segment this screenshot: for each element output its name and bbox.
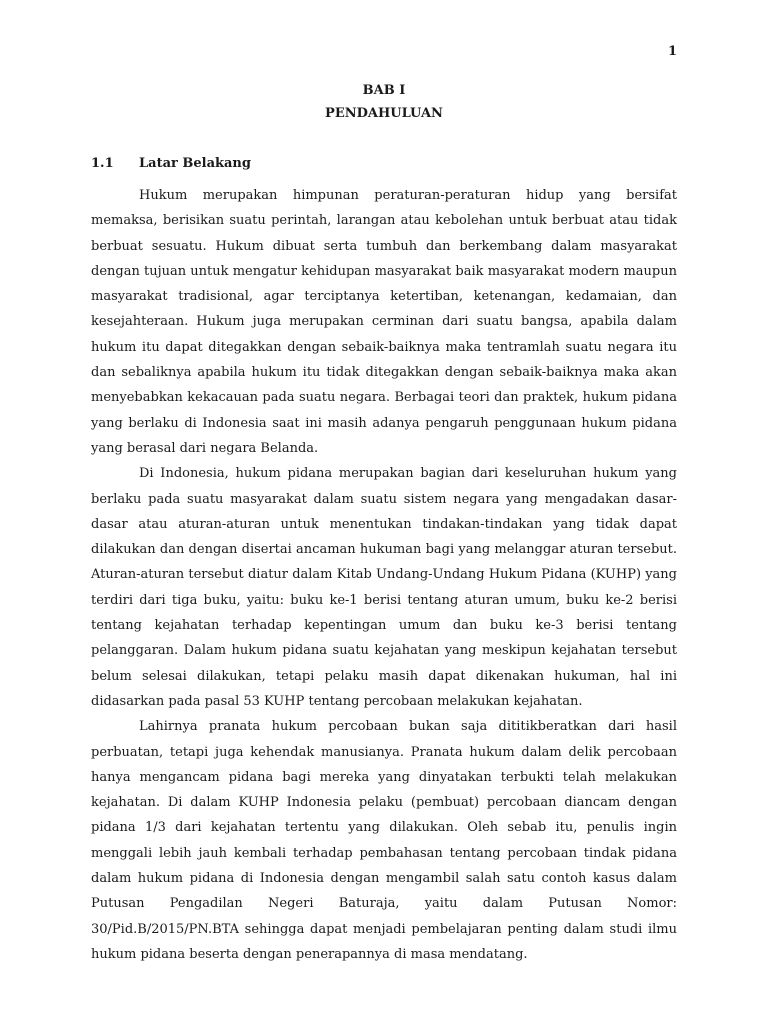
section-heading <box>91 152 251 176</box>
section-number: 1.1 <box>91 156 114 171</box>
page-number: 1 <box>667 44 677 59</box>
paragraph: Di Indonesia, hukum pidana merupakan bagian dari keseluruhan hukum yang berlaku pada suatu masyarakat dalam suatu sistem negara yang mengadakan dasar-dasar atau aturan-aturan untuk menentukan tindakan-tindakan yang tidak dapat dilakukan dan dengan disertai ancaman hukuman bagi yang melanggar aturan tersebut. Aturan-aturan tersebut diatur dalam Kitab Undang-Undang Hukum Pidana (KUHP) yang terdiri dari tiga buku, yaitu: buku ke-1 berisi tentang aturan umum, buku ke-2 berisi tentang kejahatan terhadap kepentingan umum dan buku ke-3 berisi tentang pelanggaran. Dalam hukum pidana suatu kejahatan yang meskipun kejahatan tersebut belum selesai dilakukan, tetapi pelaku masih dapat dikenakan hukuman, hal ini didasarkan pada pasal 53 KUHP tentang percobaan melakukan kejahatan. <box>91 466 677 709</box>
paragraph: Lahirnya pranata hukum percobaan bukan saja dititikberatkan dari hasil perbuatan, tetapi juga kehendak manusianya. Pranata hukum dalam delik percobaan hanya mengancam pidana bagi mereka yang dinyatakan terbukti telah melakukan kejahatan. Di dalam KUHP Indonesia pelaku (pembuat) percobaan diancam dengan pidana 1/3 dari kejahatan tertentu yang dilakukan. Oleh sebab itu, penulis ingin menggali lebih jauh kembali terhadap pembahasan tentang percobaan tindak pidana dalam hukum pidana di Indonesia dengan mengambil salah satu contoh kasus dalam Putusan Pengadilan Negeri Baturaja, yaitu dalam Putusan Nomor: 30/Pid.B/2015/PN.BTA sehingga dapat menjadi pembelajaran penting dalam studi ilmu hukum pidana beserta dengan penerapannya di masa mendatang. <box>91 719 677 962</box>
section-title: Latar Belakang <box>139 156 251 171</box>
chapter-title: PENDAHULUAN <box>325 106 443 121</box>
paragraph: Hukum merupakan himpunan peraturan-peraturan hidup yang bersifat memaksa, berisikan suatu perintah, larangan atau kebolehan untuk berbuat atau tidak berbuat sesuatu. Hukum dibuat serta tumbuh dan berkembang dalam masyarakat dengan tujuan untuk mengatur kehidupan masyarakat baik masyarakat modern maupun masyarakat tradisional, agar terciptanya ketertiban, ketenangan, kedamaian, dan kesejahteraan. Hukum juga merupakan cerminan dari suatu bangsa, apabila dalam hukum itu dapat ditegakkan dengan sebaik-baiknya maka tentramlah suatu negara itu dan sebaliknya apabila hukum itu tidak ditegakkan dengan sebaik-baiknya maka akan menyebabkan kekacauan pada suatu negara. Berbagai teori dan praktek, hukum pidana yang berlaku di Indonesia saat ini masih adanya pengaruh penggunaan hukum pidana yang berasal dari negara Belanda. <box>91 188 677 456</box>
chapter-label: BAB I <box>362 83 406 98</box>
body-text <box>91 183 677 967</box>
